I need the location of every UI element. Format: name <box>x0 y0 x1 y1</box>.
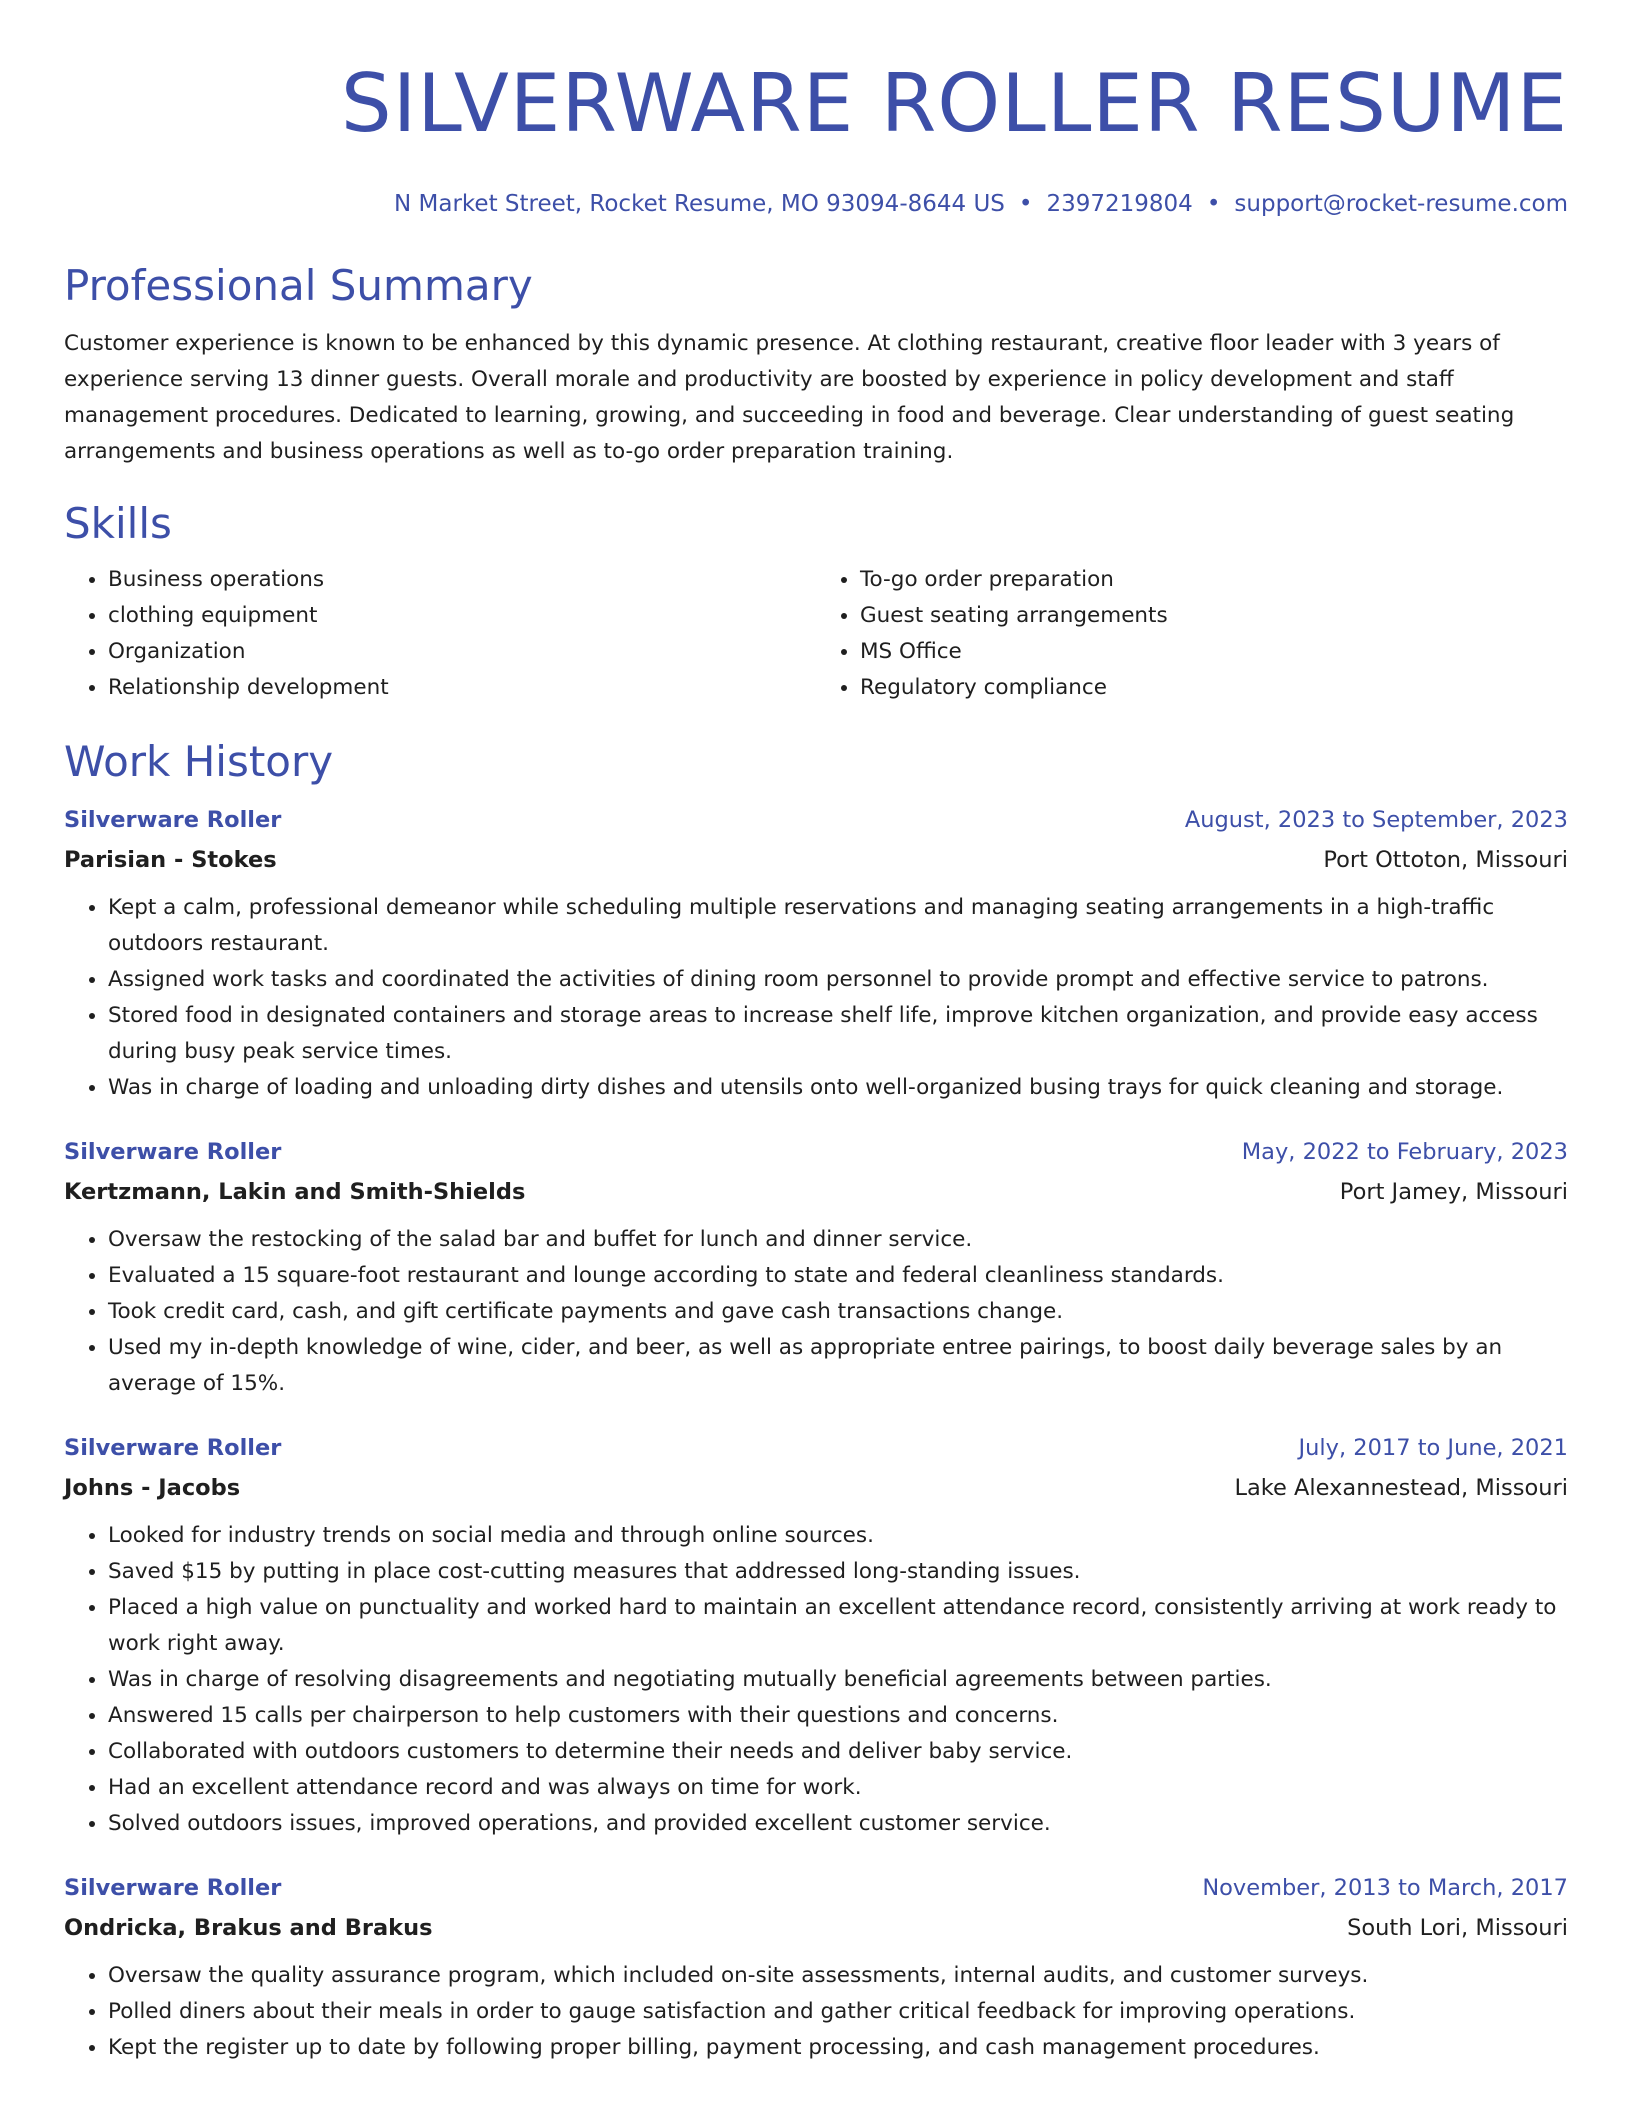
job-bullets <box>64 1518 1568 1842</box>
job-subheader <box>64 1468 1568 1508</box>
job-header <box>64 800 1568 840</box>
job-bullet: • Kept the register up to date by following proper billing, payment processing, and cash management procedures. <box>108 2030 1568 2066</box>
job-dates: July, 2017 to June, 2021 <box>1298 1435 1568 1461</box>
job-dates: May, 2022 to February, 2023 <box>1241 1139 1568 1165</box>
job-header <box>64 1132 1568 1172</box>
skill-item: • Business operations <box>108 562 816 598</box>
job-title: Silverware Roller <box>64 807 282 833</box>
skills-heading: Skills <box>64 499 172 548</box>
email-link[interactable]: support@rocket-resume.com <box>1234 191 1568 217</box>
job-bullet: • Took credit card, cash, and gift certificate payments and gave cash transactions change. <box>108 1294 1568 1330</box>
job-bullet: • Stored food in designated containers and storage areas to increase shelf life, improve kitchen organization, and provide easy access during busy peak service times. <box>108 998 1568 1070</box>
phone: 2397219804 <box>1046 191 1193 217</box>
job-bullet: • Evaluated a 15 square-foot restaurant and lounge according to state and federal cleanliness standards. <box>108 1258 1568 1294</box>
job-bullet: • Was in charge of loading and unloading dirty dishes and utensils onto well-organized busing trays for quick cleaning and storage. <box>108 1070 1568 1106</box>
job-header <box>64 1428 1568 1468</box>
contact-line <box>64 188 1568 220</box>
job-bullet: • Kept a calm, professional demeanor while scheduling multiple reservations and managing seating arrangements in a high-traffic outdoors restaurant. <box>108 890 1568 962</box>
job-bullets <box>64 1222 1568 1402</box>
job-subheader <box>64 840 1568 880</box>
job-bullets <box>64 890 1568 1106</box>
address: N Market Street, Rocket Resume, MO 93094-8644 US <box>394 191 1005 217</box>
job-location: South Lori, Missouri <box>1347 1915 1568 1941</box>
job-company: Johns - Jacobs <box>64 1475 241 1501</box>
job-location: Lake Alexannestead, Missouri <box>1234 1475 1568 1501</box>
contact-separator: • <box>1018 191 1033 217</box>
resume-name: SILVERWARE ROLLER RESUME <box>340 57 1568 150</box>
job-bullet: • Used my in-depth knowledge of wine, cider, and beer, as well as appropriate entree pairings, to boost daily beverage sales by an average of 15%. <box>108 1330 1568 1402</box>
job-subheader <box>64 1908 1568 1948</box>
summary-heading: Professional Summary <box>64 261 533 310</box>
job-title: Silverware Roller <box>64 1435 282 1461</box>
job-company: Ondricka, Brakus and Brakus <box>64 1915 433 1941</box>
job-title: Silverware Roller <box>64 1875 282 1901</box>
skill-item: • clothing equipment <box>108 598 816 634</box>
skills-list <box>64 562 1568 706</box>
job-bullet: • Was in charge of resolving disagreements and negotiating mutually beneficial agreements between parties. <box>108 1662 1568 1698</box>
job-entry <box>64 1428 1568 1842</box>
skill-item: • Relationship development <box>108 670 816 706</box>
job-location: Port Jamey, Missouri <box>1339 1179 1568 1205</box>
job-bullet: • Polled diners about their meals in order to gauge satisfaction and gather critical feedback for improving operations. <box>108 1994 1568 2030</box>
job-bullet: • Answered 15 calls per chairperson to help customers with their questions and concerns. <box>108 1698 1568 1734</box>
job-bullet: • Saved $15 by putting in place cost-cutting measures that addressed long-standing issues. <box>108 1554 1568 1590</box>
job-entry <box>64 1868 1568 2066</box>
job-bullet: • Oversaw the quality assurance program, which included on-site assessments, internal audits, and customer surveys. <box>108 1958 1568 1994</box>
job-dates: August, 2023 to September, 2023 <box>1184 807 1568 833</box>
skills-column-right <box>816 562 1568 706</box>
job-subheader <box>64 1172 1568 1212</box>
job-title: Silverware Roller <box>64 1139 282 1165</box>
work-history-heading: Work History <box>64 737 334 786</box>
job-bullet: • Oversaw the restocking of the salad bar and buffet for lunch and dinner service. <box>108 1222 1568 1258</box>
skill-item: • Regulatory compliance <box>860 670 1568 706</box>
job-header <box>64 1868 1568 1908</box>
job-location: Port Ottoton, Missouri <box>1323 847 1568 873</box>
job-bullets <box>64 1958 1568 2066</box>
job-bullet: • Had an excellent attendance record and was always on time for work. <box>108 1770 1568 1806</box>
job-entry <box>64 1132 1568 1402</box>
job-dates: November, 2013 to March, 2017 <box>1202 1875 1568 1901</box>
skill-item: • Organization <box>108 634 816 670</box>
skill-item: • Guest seating arrangements <box>860 598 1568 634</box>
job-entry <box>64 800 1568 1106</box>
skill-item: • To-go order preparation <box>860 562 1568 598</box>
skill-item: • MS Office <box>860 634 1568 670</box>
job-bullet: • Placed a high value on punctuality and worked hard to maintain an excellent attendance record, consistently arriving at work ready to work right away. <box>108 1590 1568 1662</box>
job-bullet: • Looked for industry trends on social media and through online sources. <box>108 1518 1568 1554</box>
job-bullet: • Collaborated with outdoors customers to determine their needs and deliver baby service. <box>108 1734 1568 1770</box>
job-bullet: • Solved outdoors issues, improved operations, and provided excellent customer service. <box>108 1806 1568 1842</box>
job-bullet: • Assigned work tasks and coordinated the activities of dining room personnel to provide prompt and effective service to patrons. <box>108 962 1568 998</box>
job-company: Kertzmann, Lakin and Smith-Shields <box>64 1179 526 1205</box>
job-company: Parisian - Stokes <box>64 847 277 873</box>
contact-separator: • <box>1206 191 1221 217</box>
skills-column-left <box>64 562 816 706</box>
summary-text: Customer experience is known to be enhanced by this dynamic presence. At clothing restaurant, creative floor leader with 3 years of experience serving 13 dinner guests. Overall morale and productivity are boosted by experience in policy development and staff management procedures. Dedicated to learning, growing, and succeeding in food and beverage. Clear understanding of guest seating arrangements and business operations as well as to-go order preparation training. <box>64 331 1515 464</box>
